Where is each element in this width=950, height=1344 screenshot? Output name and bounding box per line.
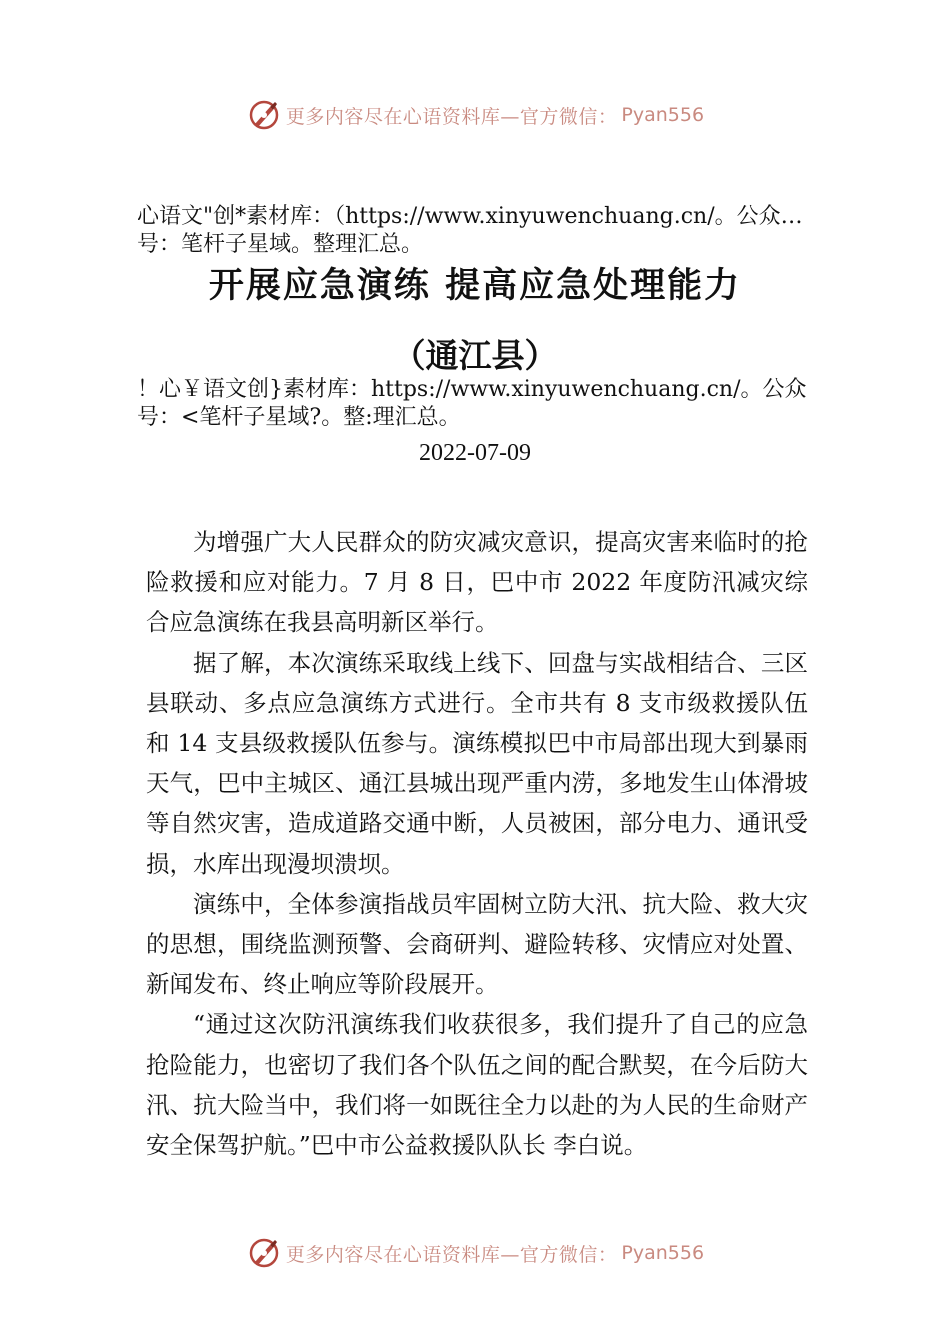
banner-wechat-id: Pyan556 — [621, 1242, 705, 1264]
pen-logo-icon — [246, 1235, 282, 1271]
pen-logo-icon — [246, 97, 282, 133]
paragraph: 演练中，全体参演指战员牢固树立防大汛、抗大险、救大灾的思想，围绕监测预警、会商研判、避险转移、灾情应对处置、新闻发布、终止响应等阶段展开。 — [146, 889, 808, 999]
banner-wechat-id: Pyan556 — [621, 104, 705, 126]
header-note-2: ！心￥语文创}素材库：https://www.xinyuwenchuang.cn/。公众号：<笔杆子星域?。整:理汇总。 — [137, 377, 807, 430]
publish-date: 2022-07-09 — [419, 440, 531, 466]
paragraph: “通过这次防汛演练我们收获很多，我们提升了自己的应急抢险能力，也密切了我们各个队伍之间的配合默契，在今后防大汛、抗大险当中，我们将一如既往全力以赴的为人民的生命财产安全保驾护航。”巴中市公益救援队队长 李白说。 — [146, 1010, 808, 1160]
top-watermark-banner — [0, 95, 950, 135]
bottom-watermark-banner — [0, 1233, 950, 1273]
banner-text: 更多内容尽在心语资料库—官方微信： — [285, 1243, 618, 1266]
article-body — [146, 522, 808, 1165]
header-note-1: 心语文"创*素材库：（https://www.xinyuwenchuang.cn/。公众…号：笔杆子星域。整理汇总。 — [137, 204, 803, 257]
paragraph: 据了解，本次演练采取线上线下、回盘与实战相结合、三区县联动、多点应急演练方式进行。全市共有 8 支市级救援队伍和 14 支县级救援队伍参与。演练模拟巴中市局部出现大到暴雨天气，巴中主城区、通江县城出现严重内涝，多地发生山体滑坡等自然灾害，造成道路交通中断，人员被困，部分电力、通讯受损，水库出现漫坝溃坝。 — [146, 648, 808, 878]
document-title: 开展应急演练 提高应急处理能力 — [208, 265, 742, 306]
paragraph: 为增强广大人民群众的防灾减灾意识，提高灾害来临时的抢险救援和应对能力。7 月 8 日，巴中市 2022 年度防汛减灾综合应急演练在我县高明新区举行。 — [146, 528, 808, 637]
document-subtitle: （通江县） — [392, 336, 558, 375]
banner-text: 更多内容尽在心语资料库—官方微信： — [285, 105, 618, 128]
